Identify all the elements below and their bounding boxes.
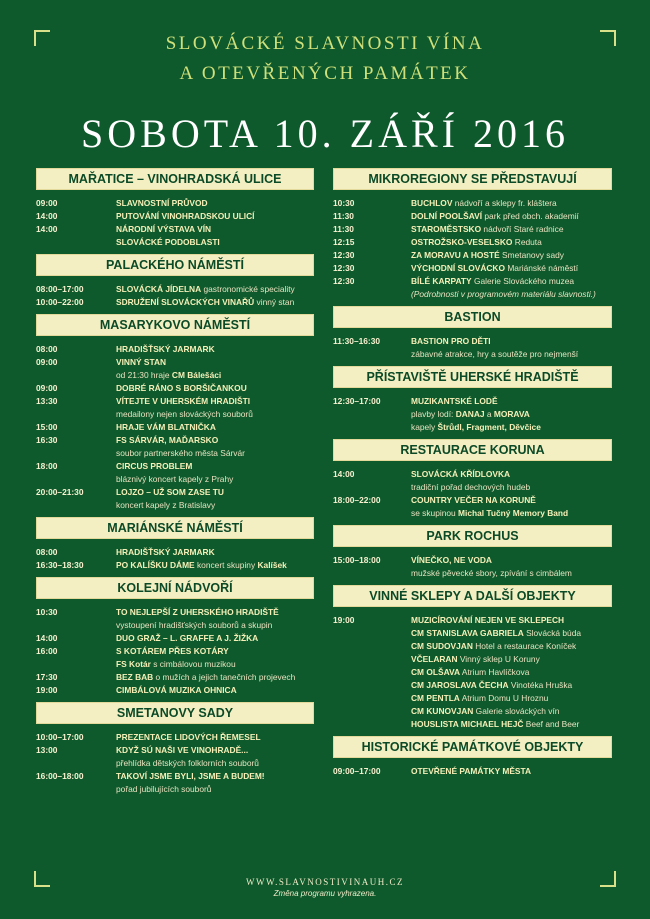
program-row [333,554,612,567]
event-description [411,614,612,627]
event-time: 12:15 [333,237,355,247]
section-heading: RESTAURACE KORUNA [333,439,612,461]
event-time: 14:00 [36,224,58,234]
event-name: BASTION PRO DĚTI [411,336,491,346]
program-section [36,702,314,796]
event-name: BEZ BAB [116,672,154,682]
event-name: CIRCUS PROBLEM [116,461,193,471]
event-name: CM PENTLA [411,693,460,703]
program-row [36,757,314,770]
event-time: 15:00 [36,422,58,432]
event-name: CM OLŠAVA [411,667,461,677]
section-heading: KOLEJNÍ NÁDVOŘÍ [36,577,314,599]
event-description [411,223,612,236]
event-time: 14:00 [333,469,355,479]
event-description [116,356,314,369]
event-name: HRADIŠŤSKÝ JARMARK [116,344,215,354]
program-row [333,614,612,627]
event-description [411,348,612,361]
event-detail: Smetanovy sady [499,250,564,260]
event-detail: Atrium Domu U Hroznu [459,693,549,703]
event-description [116,559,314,572]
event-description [411,507,612,520]
program-column-left [36,168,314,801]
program-row [333,468,612,481]
event-detail: koncert skupiny [194,560,258,570]
event-time: 12:30 [333,276,355,286]
program-section [333,306,612,361]
event-name: VINNÝ STAN [116,357,167,367]
event-name: CM Bálešáci [171,370,222,380]
program-row [36,460,314,473]
event-description [116,770,314,783]
event-name: VČELARAN [411,654,458,664]
event-time: 08:00 [36,344,58,354]
event-description [411,210,612,223]
event-time: 19:00 [36,685,58,695]
event-name: SLOVÁCKÁ JÍDELNA [116,284,202,294]
event-time: 09:00 [36,383,58,393]
event-description [411,275,612,288]
event-detail: Vinotéka Hruška [508,680,573,690]
event-time: 18:00 [36,461,58,471]
event-time: 20:00–21:30 [36,487,84,497]
program-row [36,447,314,460]
event-description [116,408,314,421]
program-row [36,223,314,236]
event-time: 10:00–17:00 [36,732,84,742]
event-description [411,481,612,494]
event-description [411,288,612,301]
event-time: 10:00–22:00 [36,297,84,307]
event-description [116,296,314,309]
event-time: 08:00 [36,547,58,557]
event-description [411,679,612,692]
event-detail: s cimbálovou muzikou [150,659,236,669]
event-time: 13:30 [36,396,58,406]
event-description [116,369,314,382]
program-row [36,197,314,210]
event-time: 08:00–17:00 [36,284,84,294]
event-name: SDRUŽENÍ SLOVÁCKÝCH VINAŘŮ [116,297,255,307]
event-detail: bláznivý koncert kapely z Prahy [116,474,234,484]
event-time: 12:30–17:00 [333,396,381,406]
event-description [116,499,314,512]
event-detail: soubor partnerského města Sárvár [116,448,245,458]
program-row [36,369,314,382]
event-time: 19:00 [333,615,355,625]
event-description [116,421,314,434]
event-name: DUO GRAŽ – L. GRAFFE A J. ŽIŽKA [116,633,259,643]
program-section [333,168,612,301]
event-detail: Galerie slováckých vín [473,706,560,716]
event-description [116,434,314,447]
program-row [36,356,314,369]
event-description [116,632,314,645]
section-heading: PŘÍSTAVIŠTĚ UHERSKÉ HRADIŠTĚ [333,366,612,388]
program-row [333,679,612,692]
event-detail: Beef and Beer [523,719,580,729]
event-time: 10:30 [36,607,58,617]
program-row [333,262,612,275]
event-description [116,757,314,770]
event-description [411,236,612,249]
event-name: COUNTRY VEČER NA KORUNĚ [411,495,536,505]
program-row [333,718,612,731]
program-row [333,421,612,434]
event-detail: nádvoří Staré radnice [481,224,564,234]
event-description [116,606,314,619]
program-row [36,283,314,296]
event-name: TO NEJLEPŠÍ Z UHERSKÉHO HRADIŠTĚ [116,607,279,617]
event-description [411,640,612,653]
event-description [411,197,612,210]
event-description [116,460,314,473]
program-row [36,395,314,408]
program-row [36,499,314,512]
program-row [36,434,314,447]
event-name: ZA MORAVU A HOSTÉ [411,250,500,260]
program-row [333,705,612,718]
event-description [411,554,612,567]
event-name: HOUSLISTA MICHAEL HEJČ [411,719,524,729]
event-description [116,744,314,757]
event-time: 12:30 [333,250,355,260]
event-name: DOBRÉ RÁNO S BORŠIČANKOU [116,383,247,393]
event-detail: kapely [411,422,438,432]
program-row [36,210,314,223]
event-name: Štrůdl, Fragment, Děvčice [437,422,541,432]
program-row [36,408,314,421]
event-name: S KOTÁREM PŘES KOTÁRY [116,646,229,656]
event-detail: Mariánské náměstí [505,263,579,273]
event-detail: o mužích a jejich tanečních projevech [153,672,296,682]
section-heading: MARIÁNSKÉ NÁMĚSTÍ [36,517,314,539]
program-section [36,314,314,512]
event-name: VÍTEJTE V UHERSKÉM HRADIŠTI [116,396,251,406]
event-description [411,262,612,275]
event-detail: Reduta [512,237,542,247]
event-description [116,619,314,632]
event-description [411,627,612,640]
program-row [333,223,612,236]
event-name: NÁRODNÍ VÝSTAVA VÍN [116,224,212,234]
program-row [333,653,612,666]
section-heading: MIKROREGIONY SE PŘEDSTAVUJÍ [333,168,612,190]
event-detail: a [484,409,494,419]
event-name: BUCHLOV [411,198,453,208]
program-row [333,348,612,361]
event-name: FS SÁRVÁR, MAĎARSKO [116,435,219,445]
event-name: CM KUNOVJAN [411,706,474,716]
event-detail: plavby lodí: [411,409,456,419]
event-time: 13:00 [36,745,58,755]
event-name: FS Kotár [116,659,151,669]
event-detail: park před obch. akademií [482,211,579,221]
program-section [36,517,314,572]
event-name: BÍLÉ KARPATY [411,276,472,286]
event-description [116,382,314,395]
program-row [333,481,612,494]
event-name: SLOVÁCKÉ PODOBLASTI [116,237,220,247]
event-name: VÍNEČKO, NE VODA [411,555,492,565]
event-description [116,447,314,460]
program-row [36,343,314,356]
event-description [411,468,612,481]
event-description [116,486,314,499]
event-description [116,546,314,559]
event-description [116,343,314,356]
event-description [411,653,612,666]
event-time: 16:30 [36,435,58,445]
event-name: LOJZO – UŽ SOM ZASE TU [116,487,224,497]
event-detail: Galerie Slováckého muzea [471,276,575,286]
program-row [333,395,612,408]
event-time: 11:30 [333,224,354,234]
program-section [36,254,314,309]
event-name: CIMBÁLOVÁ MUZIKA OHNICA [116,685,237,695]
program-row [333,275,612,288]
event-name: TAKOVÍ JSME BYLI, JSME A BUDEM! [116,771,265,781]
program-row [36,473,314,486]
event-time: 12:30 [333,263,355,273]
event-date: SOBOTA 10. ZÁŘÍ 2016 [81,111,569,156]
event-detail: Atrium Havlíčkova [460,667,530,677]
event-description [116,197,314,210]
program-row [36,744,314,757]
program-section [333,525,612,580]
program-row [36,671,314,684]
event-description [116,236,314,249]
program-row [36,486,314,499]
program-section [333,439,612,520]
event-name: HRADIŠŤSKÝ JARMARK [116,547,215,557]
program-section [36,168,314,249]
program-section [36,577,314,697]
event-description [116,671,314,684]
program-row [36,236,314,249]
event-description [116,645,314,658]
program-row [36,770,314,783]
disclaimer-note: Změna programu vyhrazena. [273,889,377,898]
event-detail: od 21:30 hraje [116,370,172,380]
section-heading: MAŘATICE – VINOHRADSKÁ ULICE [36,168,314,190]
event-detail: se skupinou [411,508,459,518]
program-row [333,335,612,348]
program-section [333,366,612,434]
program-row [36,546,314,559]
event-description [116,210,314,223]
program-row [333,640,612,653]
event-detail: Vinný sklep U Koruny [457,654,540,664]
program-row [333,408,612,421]
event-name: MORAVA [493,409,530,419]
program-row [333,210,612,223]
program-row [333,692,612,705]
event-name: CM STANISLAVA GABRIELA [411,628,524,638]
event-detail: pořad jubilujících souborů [116,784,212,794]
event-description [116,783,314,796]
event-detail: tradiční pořad dechových hudeb [411,482,531,492]
event-description [411,421,612,434]
event-title-line1: SLOVÁCKÉ SLAVNOSTI VÍNA [165,33,485,54]
event-name: DANAJ [455,409,485,419]
event-detail: přehlídka dětských folklorních souborů [116,758,259,768]
event-time: 15:00–18:00 [333,555,381,565]
program-row [36,606,314,619]
event-time: 09:00 [36,357,58,367]
event-detail: (Podrobnosti v programovém materiálu slavnosti.) [411,289,596,299]
event-title-line2: A OTEVŘENÝCH PAMÁTEK [179,63,471,84]
program-row [36,559,314,572]
event-description [116,684,314,697]
event-time: 11:30 [333,211,354,221]
event-description [411,335,612,348]
program-row [333,197,612,210]
event-description [411,567,612,580]
event-description [411,249,612,262]
event-name: HRAJE VÁM BLATNIČKA [116,422,216,432]
event-detail: gastronomické speciality [201,284,295,294]
program-row [333,236,612,249]
program-section [333,736,612,778]
event-description [411,692,612,705]
event-name: PREZENTACE LIDOVÝCH ŘEMESEL [116,732,261,742]
event-description [411,718,612,731]
program-row [36,421,314,434]
event-detail: medailony nejen slováckých souborů [116,409,253,419]
event-time: 14:00 [36,633,58,643]
event-name: CM JAROSLAVA ČECHA [411,680,509,690]
event-detail: koncert kapely z Bratislavy [116,500,216,510]
event-name: VÝCHODNÍ SLOVÁCKO [411,263,505,273]
section-heading: BASTION [333,306,612,328]
event-description [411,395,612,408]
event-time: 16:00–18:00 [36,771,84,781]
event-name: PUTOVÁNÍ VINOHRADSKOU ULICÍ [116,211,255,221]
event-name: OSTROŽSKO-VESELSKO [411,237,513,247]
event-name: PO KALÍŠKU DÁME [116,560,195,570]
program-row [36,645,314,658]
event-description [411,408,612,421]
event-time: 09:00 [36,198,58,208]
event-description [116,473,314,486]
event-description [116,283,314,296]
event-description [116,395,314,408]
event-name: KDYŽ SÚ NAŠI VE VINOHRADĚ... [116,745,249,755]
event-name: STAROMĚSTSKO [411,224,482,234]
event-detail: nádvoří a sklepy fr. kláštera [452,198,557,208]
program-row [333,765,612,778]
section-heading: MASARYKOVO NÁMĚSTÍ [36,314,314,336]
event-name: CM SUDOVJAN [411,641,473,651]
event-name: MUZIKANTSKÉ LODĚ [411,396,498,406]
program-row [333,567,612,580]
program-column-right [333,168,612,783]
program-row [36,632,314,645]
website-url[interactable]: WWW.SLAVNOSTIVINAUH.CZ [246,877,404,887]
event-time: 11:30–16:30 [333,336,381,346]
section-heading: PALACKÉHO NÁMĚSTÍ [36,254,314,276]
event-name: MUZICÍROVÁNÍ NEJEN VE SKLEPECH [411,615,565,625]
section-heading: PARK ROCHUS [333,525,612,547]
section-heading: SMETANOVY SADY [36,702,314,724]
event-name: Michal Tučný Memory Band [458,508,569,518]
program-row [333,666,612,679]
event-time: 17:30 [36,672,58,682]
event-time: 18:00–22:00 [333,495,381,505]
event-name: Kalíšek [257,560,287,570]
event-detail: vinný stan [254,297,295,307]
program-row [36,382,314,395]
program-row [36,658,314,671]
program-row [333,627,612,640]
event-detail: Hotel a restaurace Koníček [472,641,577,651]
event-time: 14:00 [36,211,58,221]
event-description [116,223,314,236]
event-description [411,765,612,778]
event-time: 10:30 [333,198,355,208]
event-name: OTEVŘENÉ PAMÁTKY MĚSTA [411,766,532,776]
event-detail: zábavné atrakce, hry a soutěže pro nejmenší [411,349,579,359]
event-time: 16:30–18:30 [36,560,84,570]
event-description [411,494,612,507]
program-row [36,684,314,697]
section-heading: HISTORICKÉ PAMÁTKOVÉ OBJEKTY [333,736,612,758]
program-row [333,288,612,301]
program-section [333,585,612,731]
event-detail: Slovácká búda [523,628,582,638]
program-row [36,296,314,309]
event-description [116,731,314,744]
event-detail: vystoupení hradišťských souborů a skupin [116,620,273,630]
event-time: 09:00–17:00 [333,766,381,776]
event-detail: mužské pěvecké sbory, zpívání s cimbálem [411,568,572,578]
event-time: 16:00 [36,646,58,656]
event-name: DOLNÍ POOLŠAVÍ [411,211,483,221]
program-row [333,249,612,262]
program-row [333,494,612,507]
program-row [36,783,314,796]
section-heading: VINNÉ SKLEPY A DALŠÍ OBJEKTY [333,585,612,607]
event-description [411,705,612,718]
program-row [36,619,314,632]
event-description [411,666,612,679]
program-row [36,731,314,744]
event-name: SLAVNOSTNÍ PRŮVOD [116,198,208,208]
program-row [333,507,612,520]
event-name: SLOVÁCKÁ KŘÍDLOVKA [411,469,511,479]
event-description [116,658,314,671]
